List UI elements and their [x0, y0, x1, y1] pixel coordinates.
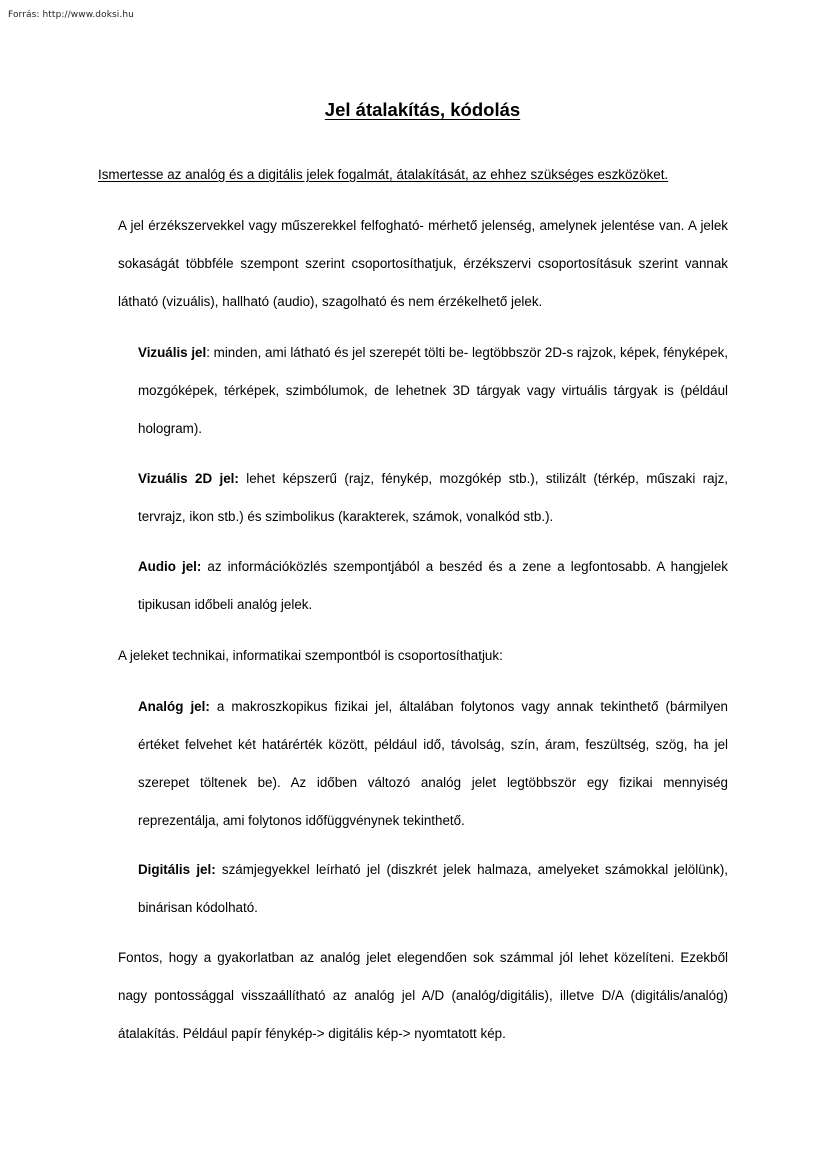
analog-signal-term: Analóg jel:: [138, 699, 210, 714]
audio-signal-text: az információközlés szempontjából a beszéd és a zene a legfontosabb. A hangjelek tipikusan időbeli analóg jelek.: [138, 559, 728, 612]
digital-signal-text: számjegyekkel leírható jel (diszkrét jelek halmaza, amelyeket számokkal jelölünk), binárisan kódolható.: [138, 862, 728, 915]
audio-signal-paragraph: [138, 548, 728, 624]
source-line: Forrás: http://www.doksi.hu: [8, 10, 134, 20]
analog-signal-paragraph: [138, 688, 728, 840]
audio-signal-term: Audio jel:: [138, 559, 202, 574]
analog-signal-text: a makroszkopikus fizikai jel, általában folytonos vagy annak tekinthető (bármilyen értéket felvehet két határérték között, például idő, távolság, szín, áram, feszültség, szög, ha jel szerepet töltenek be). Az időben változó analóg jelet legtöbbször egy fizikai mennyiség reprezentálja, ami folytonos időfüggvénynek tekinthető.: [138, 699, 728, 828]
technical-grouping-paragraph: A jeleket technikai, informatikai szempontból is csoportosíthatjuk:: [118, 648, 503, 663]
intro-paragraph: A jel érzékszervekkel vagy műszerekkel felfogható- mérhető jelenség, amelynek jelentése van. A jelek sokaságát többféle szempont szerint csoportosíthatjuk, érzékszervi csoportosításuk szerint vannak látható (vizuális), hallható (audio), szagolható és nem érzékelhető jelek.: [118, 218, 728, 309]
visual-2d-signal-text: lehet képszerű (rajz, fénykép, mozgókép stb.), stilizált (térkép, műszaki rajz, tervrajz, ikon stb.) és szimbolikus (karakterek, számok, vonalkód stb.).: [138, 471, 728, 524]
digital-signal-term: Digitális jel:: [138, 862, 216, 877]
visual-signal-paragraph: [138, 334, 728, 448]
digital-signal-paragraph: [138, 851, 728, 927]
page-title: Jel átalakítás, kódolás: [324, 99, 521, 120]
visual-signal-term: Vizuális jel: [138, 345, 207, 360]
visual-2d-signal-paragraph: [138, 460, 728, 536]
visual-2d-signal-term: Vizuális 2D jel:: [138, 471, 239, 486]
conclusion-paragraph: Fontos, hogy a gyakorlatban az analóg jelet elegendően sok számmal jól lehet közelíteni. Ezekből nagy pontossággal visszaállítható az analóg jel A/D (analóg/digitális), illetve D/A (digitális/analóg) átalakítás. Például papír fénykép-> digitális kép-> nyomtatott kép.: [118, 950, 728, 1041]
visual-signal-text: : minden, ami látható és jel szerepét tölti be- legtöbbször 2D-s rajzok, képek, fényképek, mozgóképek, térképek, szimbólumok, de lehetnek 3D tárgyak vagy virtuális tárgyak is (például hologram).: [138, 345, 728, 436]
exam-question: Ismertesse az analóg és a digitális jelek fogalmát, átalakítását, az ehhez szükséges eszközöket.: [98, 167, 669, 182]
